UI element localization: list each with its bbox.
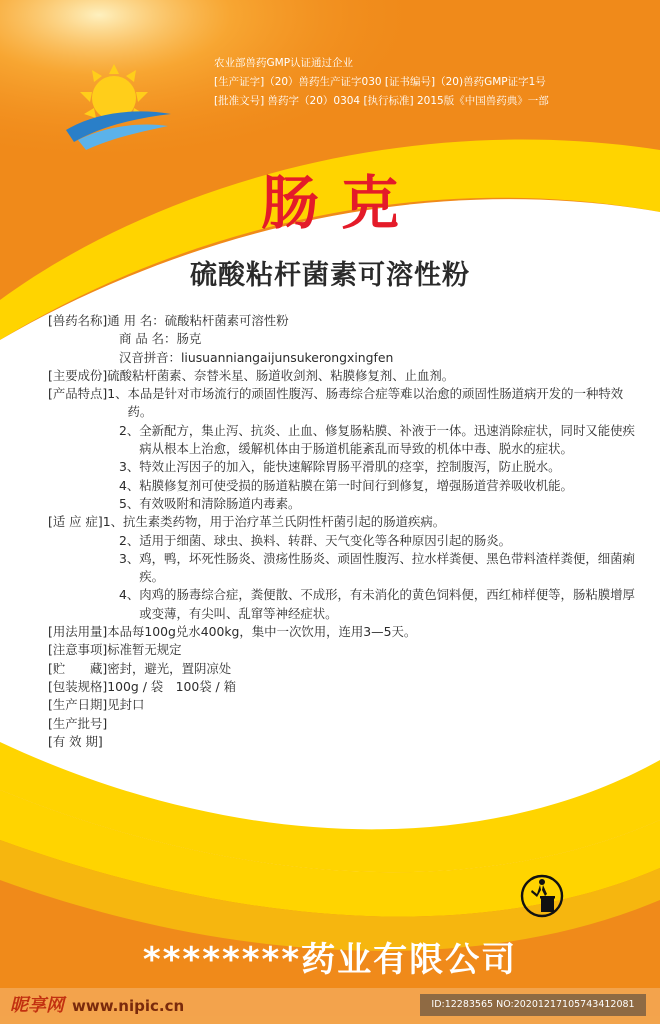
section-label: [包装规格] [48, 678, 108, 694]
list-item [48, 495, 643, 513]
item-text: 有效吸附和清除肠道内毒素。 [139, 495, 301, 511]
trash-bin-icon [520, 872, 564, 920]
production-date-row [48, 696, 643, 714]
section-value: 100g / 袋 100袋 / 箱 [107, 678, 237, 694]
expiry-row [48, 733, 643, 751]
company-name: ********药业有限公司 [142, 940, 518, 980]
field-label: 商 品 名： [119, 331, 177, 347]
precautions-row [48, 641, 643, 659]
item-number: 5、 [119, 495, 140, 511]
list-item [48, 532, 643, 550]
watermark-url: www.nipic.cn [72, 997, 185, 1015]
field-value: 肠克 [176, 331, 202, 347]
item-number: 3、 [119, 550, 140, 566]
trade-name-row [48, 330, 643, 348]
field-value: liusuanniangaijunsukerongxingfen [180, 349, 394, 365]
field-label: 汉音拼音： [119, 349, 181, 365]
section-value: 标准暂无规定 [107, 642, 182, 658]
section-value: 密封，避光，置阴凉处 [107, 660, 232, 676]
item-text: 适用于细菌、球虫、换料、转群、天气变化等各种原因引起的肠炎。 [139, 532, 511, 548]
section-value: 见封口 [107, 697, 145, 713]
pinyin-row [48, 349, 643, 367]
list-item [48, 477, 643, 495]
item-number: 3、 [119, 459, 140, 475]
indications-section [48, 513, 643, 623]
list-item [48, 458, 643, 476]
watermark-site-name: 昵享网 [10, 995, 64, 1016]
certification-info [214, 54, 654, 111]
item-text: 鸡，鸭，坏死性肠炎、溃疡性肠炎、顽固性腹泻、拉水样粪便、黑色带料渣样粪便，细菌痢疾。 [139, 550, 635, 585]
section-label: [适 应 症] [48, 514, 103, 530]
section-label: [主要成份] [48, 367, 108, 383]
section-label: [贮 藏] [48, 660, 108, 676]
section-label: [生产日期] [48, 697, 108, 713]
item-text: 全新配方，集止泻、抗炎、止血、修复肠粘膜、补液于一体。迅速消除症状，同时又能使疾病从根本上治愈，缓解机体由于肠道机能紊乱而导致的机体中毒、脱水的症状。 [139, 422, 635, 457]
header-line: [批准文号] 兽药字（20）0304 [执行标准] 2015版《中国兽药典》一部 [214, 95, 549, 107]
item-number: 4、 [119, 477, 140, 493]
item-text: 抗生素类药物，用于治疗革兰氏阴性杆菌引起的肠道疾病。 [123, 514, 446, 530]
item-number: 2、 [119, 532, 140, 548]
section-label: [注意事项] [48, 642, 108, 658]
section-value: 硫酸粘杆菌素、奈替米星、肠道收剑剂、粘膜修复剂、止血剂。 [107, 367, 455, 383]
packaging-row [48, 678, 643, 696]
field-label: 通 用 名： [107, 313, 165, 328]
item-number: 4、 [119, 587, 140, 603]
list-item [48, 513, 643, 531]
section-label: [有 效 期] [48, 733, 103, 749]
item-number: 1、 [102, 514, 123, 530]
label-content [48, 312, 643, 751]
product-name: 肠克 [260, 169, 421, 237]
section-label: [生产批号] [48, 715, 108, 731]
watermark-logo [10, 992, 184, 1020]
batch-row [48, 715, 643, 733]
sun-logo-icon [56, 52, 176, 152]
item-text: 肉鸡的肠毒综合症，粪便散、不成形，有未消化的黄色饲料便，西红柿样便等，肠粘膜增厚或变薄，有尖叫、乱窜等神经症状。 [139, 587, 635, 621]
item-number: 1、 [107, 386, 128, 402]
ingredients-row [48, 367, 643, 385]
field-value: 硫酸粘杆菌素可溶性粉 [164, 313, 289, 328]
section-value: 本品每100g兑水400kg，集中一次饮用，连用3—5天。 [107, 624, 417, 640]
header-line: [生产证字]（20）兽药生产证字030 [证书编号]（20)兽药GMP证字1号 [214, 76, 546, 88]
section-label: [兽药名称] [48, 313, 108, 328]
storage-row [48, 660, 643, 678]
list-item [48, 422, 643, 459]
features-section [48, 385, 643, 513]
product-subtitle: 硫酸粘杆菌素可溶性粉 [190, 260, 470, 291]
item-text: 粘膜修复剂可使受损的肠道粘膜在第一时间行到修复，增强肠道营养吸收机能。 [139, 477, 573, 493]
header-line: 农业部兽药GMP认证通过企业 [214, 57, 354, 69]
list-item [48, 550, 643, 587]
list-item [48, 385, 643, 422]
vet-name-row [48, 312, 643, 330]
section-label: [用法用量] [48, 624, 108, 640]
item-text: 特效止泻因子的加入，能快速解除胃肠平滑肌的痉挛，控制腹泻，防止脱水。 [139, 459, 561, 475]
section-label: [产品特点] [48, 386, 108, 402]
dosage-row [48, 623, 643, 641]
item-number: 2、 [119, 422, 140, 438]
list-item [48, 586, 643, 623]
watermark-id: ID:12283565 NO:20201217105743412081 [420, 994, 646, 1016]
item-text: 本品是针对市场流行的顽固性腹泻、肠毒综合症等难以治愈的顽固性肠道病开发的一种特效药。 [127, 386, 624, 420]
